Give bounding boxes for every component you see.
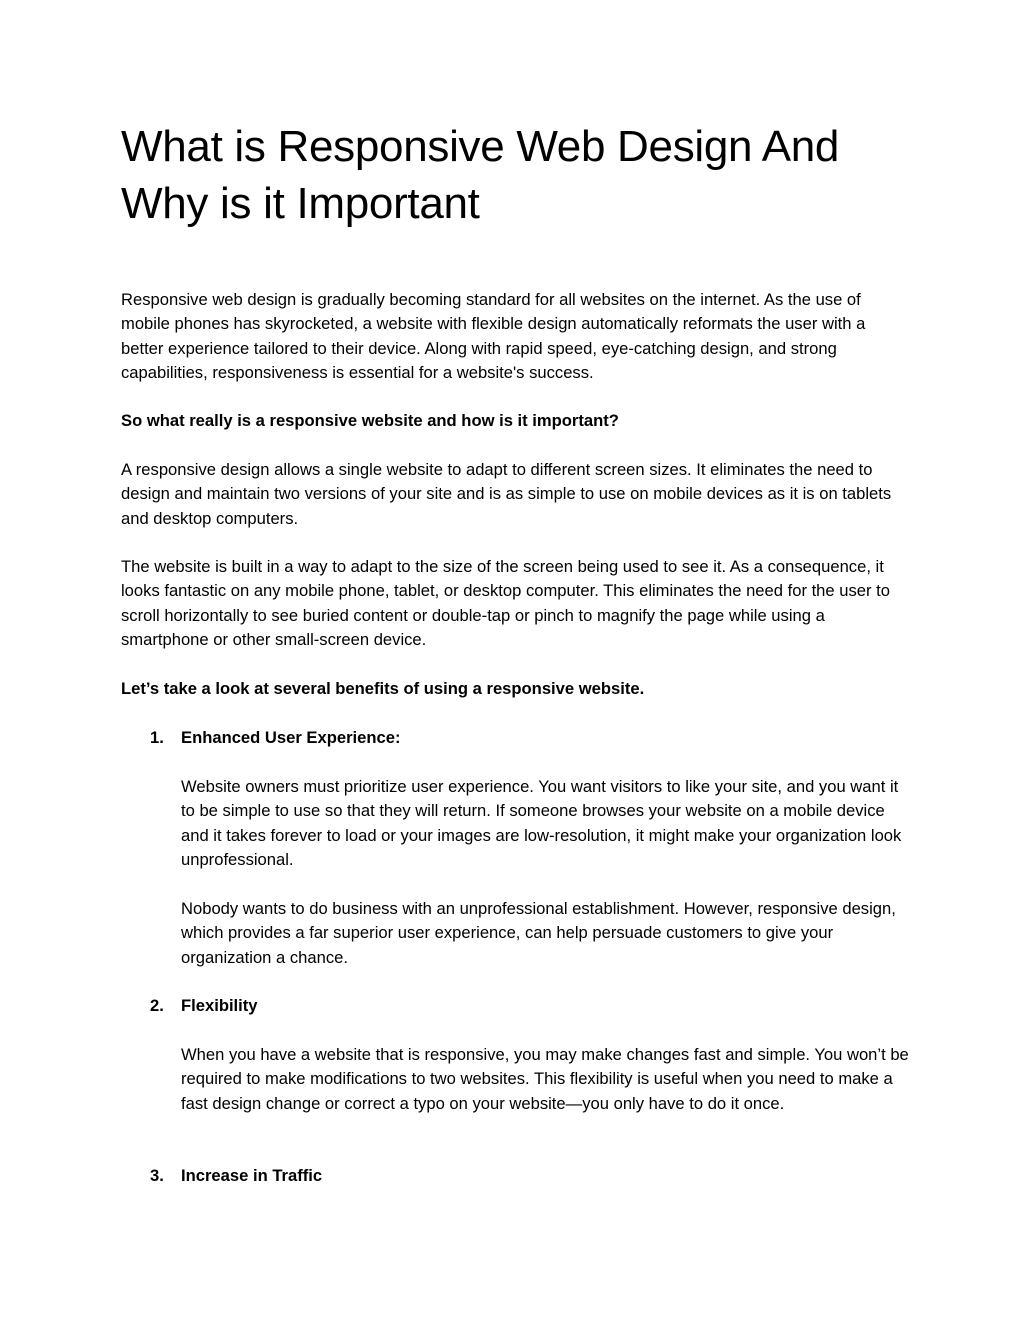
benefit-heading: Increase in Traffic <box>181 1166 323 1185</box>
list-number: 1. <box>150 728 164 747</box>
paragraph-built: The website is built in a way to adapt to the size of the screen being used to see it. As a consequence, it looks fantastic on any mobile phone, tablet, or desktop computer. This eliminates the need for the user to scroll horizontally to see buried content or double-tap or pinch to magnify the page while using a smartphone or other small-screen device. <box>121 557 890 650</box>
list-number: 3. <box>150 1166 164 1185</box>
benefit-paragraph: Website owners must prioritize user experience. You want visitors to like your site, and you want it to be simple to use so that they will return. If someone browses your website on a mobile device and it takes forever to load or your images are low-resolution, it might make your organization look unprofessional. <box>181 777 902 870</box>
benefit-paragraph: When you have a website that is responsive, you may make changes fast and simple. You won’t be required to make modifications to two websites. This flexibility is useful when you need to make a fast design change or correct a typo on your website—you only have to do it once. <box>181 1045 909 1113</box>
benefits-heading: Let’s take a look at several benefits of using a responsive website. <box>121 679 645 698</box>
benefit-heading: Flexibility <box>181 996 258 1015</box>
list-number: 2. <box>150 996 164 1015</box>
benefit-heading: Enhanced User Experience: <box>181 728 401 747</box>
document-title: What is Responsive Web Design And Why is it Important <box>121 122 840 228</box>
benefit-paragraph: Nobody wants to do business with an unprofessional establishment. However, responsive design, which provides a far superior user experience, can help persuade customers to give your organization a chance. <box>181 899 896 967</box>
intro-paragraph: Responsive web design is gradually becoming standard for all websites on the internet. As the use of mobile phones has skyrocketed, a website with flexible design automatically reformats the user with a better experience tailored to their device. Along with rapid speed, eye-catching design, and strong capabilities, responsiveness is essential for a website's success. <box>121 290 866 383</box>
question-heading: So what really is a responsive website and how is it important? <box>121 411 619 430</box>
paragraph-adapt: A responsive design allows a single website to adapt to different screen sizes. It eliminates the need to design and maintain two versions of your site and is as simple to use on mobile devices as it is on tablets and desktop computers. <box>121 460 892 528</box>
